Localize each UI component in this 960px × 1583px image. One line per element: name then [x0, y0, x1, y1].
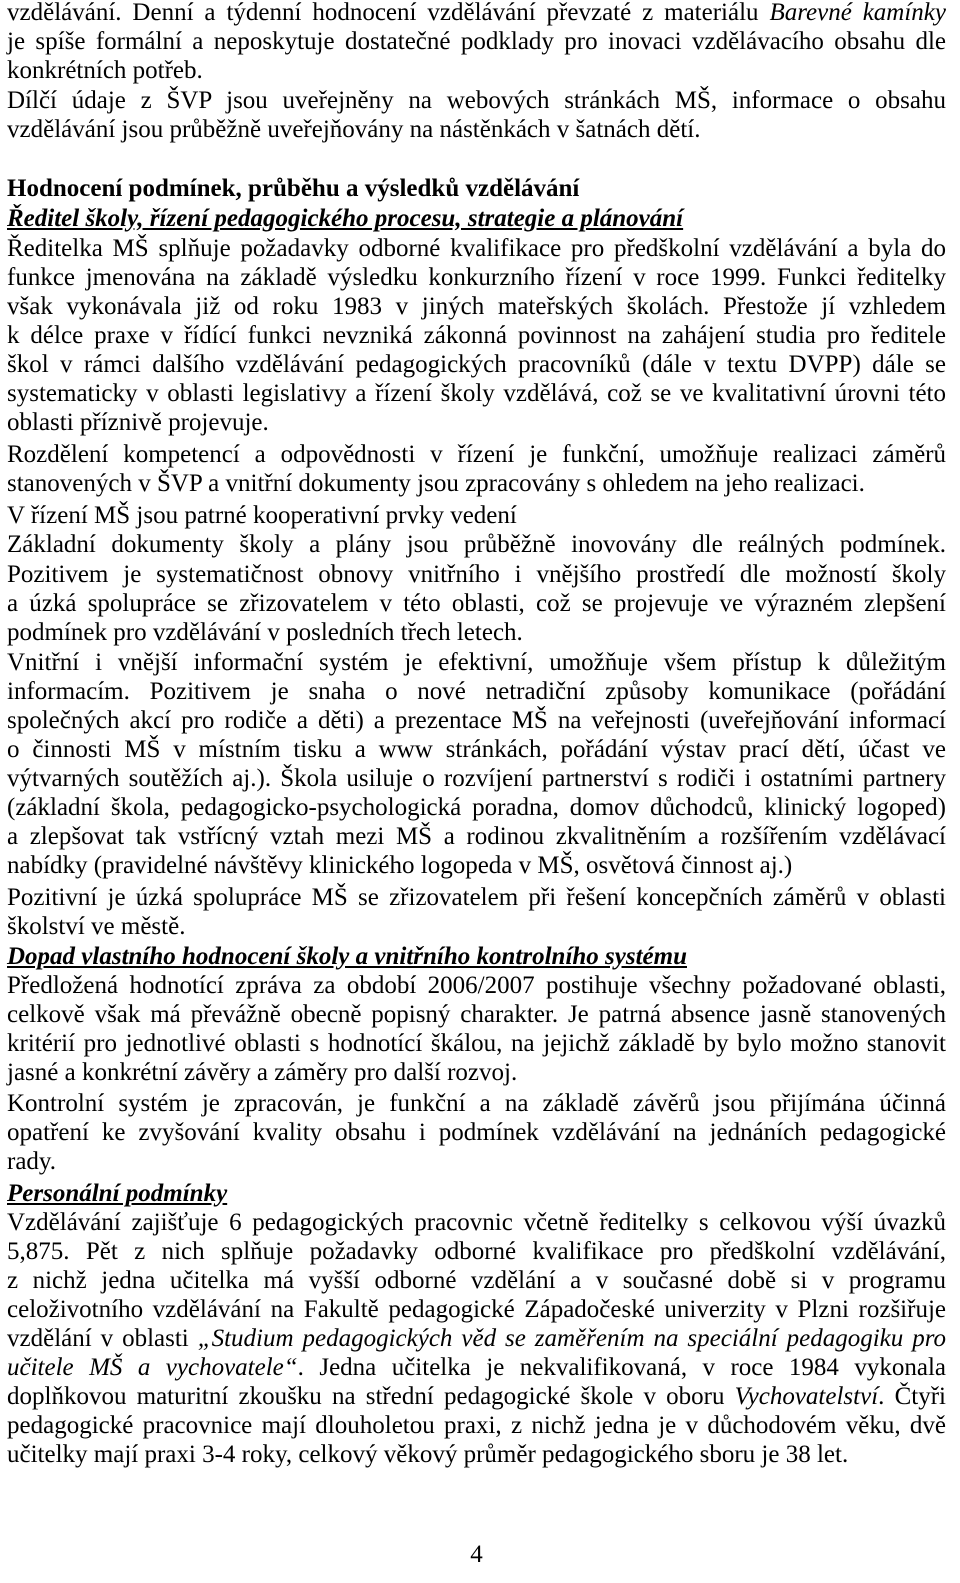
- text-line: Vnitřní i vnější informační systém je efektivní, umožňuje všem přístup k důležitým: [7, 648, 946, 676]
- paragraph-documents: [7, 530, 946, 559]
- text-run: doplňkovou maturitní zkoušku na střední pedagogické škole v oboru: [7, 1382, 735, 1410]
- text-line: společných akcí pro rodiče a děti) a prezentace MŠ na veřejnosti (uveřejňování informací: [7, 706, 946, 734]
- text-line: k délce praxe v řídící funkci nevzniká zákonná povinnost na zahájení studia pro ředitele: [7, 321, 946, 349]
- text-line: však vykonávala již od roku 1983 v jiných mateřských školách. Přestože jí vzhledem: [7, 292, 946, 320]
- text-line: jasné a konkrétní závěry a záměry pro další rozvoj.: [7, 1058, 518, 1086]
- blank-line: [7, 145, 946, 174]
- subsection-heading-staff: Personální podmínky: [7, 1179, 228, 1207]
- text-line: učitelky mají praxi 3-4 roky, celkový věkový průměr pedagogického sboru je 38 let.: [7, 1440, 849, 1468]
- text-line: Rozdělení kompetencí a odpovědnosti v řízení je funkční, umožňuje realizaci záměrů: [7, 440, 946, 468]
- text-line: školství ve městě.: [7, 912, 186, 940]
- paragraph-competences: [7, 440, 946, 498]
- page-number: 4: [470, 1541, 483, 1568]
- text-line: pedagogické pracovnice mají dlouholetou praxi, z nichž jedna je v důchodovém věku, dvě: [7, 1411, 946, 1439]
- italic-text-run: učitele MŠ a vychovatele“: [7, 1353, 298, 1381]
- italic-text-run: Barevné kamínky: [769, 0, 946, 26]
- text-line: rady.: [7, 1147, 57, 1175]
- text-line: Ředitelka MŠ splňuje požadavky odborné kvalifikace pro předškolní vzdělávání a byla do: [7, 234, 946, 262]
- document-body: [7, 0, 946, 1469]
- paragraph-cooperative: [7, 501, 946, 530]
- paragraph-selfeval: [7, 971, 946, 1087]
- text-run: vzdělání v oblasti: [7, 1324, 198, 1352]
- text-line: o činnosti MŠ v místním tisku a www stránkách, pořádání výstav prací dětí, účast ve: [7, 735, 946, 763]
- italic-text-run: „Studium pedagogických věd se zaměřením na speciální pedagogiku pro: [197, 1324, 947, 1352]
- paragraph-control: [7, 1089, 946, 1176]
- subsection-heading-selfeval: Dopad vlastního hodnocení školy a vnitřního kontrolního systému: [7, 942, 687, 970]
- text-line: Vzdělávání zajišťuje 6 pedagogických pracovnic včetně ředitelky s celkovou výší úvazků: [7, 1208, 946, 1236]
- text-line: škol v rámci dalšího vzdělávání pedagogických pracovníků (dále v textu DVPP) dále se: [7, 350, 946, 378]
- text-line: 5,875. Pět z nich splňuje požadavky odborné kvalifikace pro předškolní vzdělávání,: [7, 1237, 946, 1265]
- text-line: funkce jmenována na základě výsledku konkurzního řízení v roce 1999. Funkci ředitelky: [7, 263, 946, 291]
- text-line: z nichž jedna učitelka má vyšší odborné vzdělání a v současné době si v programu: [7, 1266, 946, 1294]
- text-line: Předložená hodnotící zpráva za období 2006/2007 postihuje všechny požadované oblasti,: [7, 971, 946, 999]
- text-line: vzdělávání jsou průběžně uveřejňovány na nástěnkách v šatnách dětí.: [7, 116, 701, 143]
- text-line: Kontrolní systém je zpracován, je funkční a na základě závěrů jsou přijímána účinná: [7, 1089, 946, 1117]
- paragraph-information: [7, 648, 946, 880]
- text-line: oblasti příznivě projevuje.: [7, 408, 269, 436]
- text-line: (základní škola, pedagogicko-psychologická poradna, domov důchodců, klinický logoped): [7, 793, 946, 821]
- text-run: vzdělávání. Denní a týdenní hodnocení vzdělávání převzaté z materiálu: [7, 0, 770, 26]
- text-line: a zlepšovat tak vstřícný vztah mezi MŠ a rodinou zkvalitněním a rozšířením vzdělávací: [7, 822, 946, 850]
- text-line: [7, 1382, 946, 1411]
- text-line: [7, 1353, 946, 1382]
- text-line: V řízení MŠ jsou patrné kooperativní prvky vedení: [7, 501, 517, 529]
- text-line: Pozitivem je systematičnost obnovy vnitřního i vnějšího prostředí dle možností školy: [7, 560, 946, 588]
- paragraph-environment: [7, 560, 946, 647]
- text-line: stanovených v ŠVP a vnitřní dokumenty jsou zpracovány s ohledem na jeho realizaci.: [7, 469, 865, 497]
- paragraph-intro: [7, 0, 946, 85]
- text-line: Dílčí údaje z ŠVP jsou uveřejněny na webových stránkách MŠ, informace o obsahu: [7, 87, 946, 114]
- text-line: výtvarných soutěžích aj.). Škola usiluje o rozvíjení partnerství s rodiči i ostatními partnery: [7, 764, 946, 792]
- text-line: a úzká spolupráce se zřizovatelem v této oblasti, což se projevuje ve výrazném zlepšení: [7, 589, 946, 617]
- paragraph-svp-info: [7, 86, 946, 144]
- text-line: celkově však má převážně obecně popisný charakter. Je patrná absence jasně stanovených: [7, 1000, 946, 1028]
- paragraph-staff: [7, 1208, 946, 1469]
- text-line: Pozitivní je úzká spolupráce MŠ se zřizovatelem při řešení koncepčních záměrů v oblasti: [7, 883, 946, 911]
- text-line: celoživotního vzdělávání na Fakultě pedagogické Západočeské univerzity v Plzni rozšiřuje: [7, 1295, 946, 1323]
- text-line: Základní dokumenty školy a plány jsou průběžně inovovány dle reálných podmínek.: [7, 530, 946, 558]
- text-line: podmínek pro vzdělávání v posledních třech letech.: [7, 618, 523, 646]
- italic-text-run: Vychovatelství: [734, 1382, 879, 1410]
- subsection-heading-director: Ředitel školy, řízení pedagogického procesu, strategie a plánování: [7, 204, 684, 232]
- paragraph-founder: [7, 883, 946, 941]
- text-run: . Čtyři: [878, 1382, 946, 1410]
- text-line: [7, 1324, 946, 1353]
- text-line: je spíše formální a neposkytuje dostatečné podklady pro inovaci vzdělávacího obsahu dle: [7, 28, 946, 55]
- text-line: opatření ke zvyšování kvality obsahu i podmínek vzdělávání na jednáních pedagogické: [7, 1118, 946, 1146]
- text-line: kritérií pro jednotlivé oblasti s hodnotící škálou, na jejichž základě by bylo možno stanovit: [7, 1029, 946, 1057]
- text-run: . Jedna učitelka je nekvalifikovaná, v roce 1984 vykonala: [297, 1353, 946, 1381]
- text-line: konkrétních potřeb.: [7, 57, 203, 84]
- text-line: nabídky (pravidelné návštěvy klinického logopeda v MŠ, osvětová činnost aj.): [7, 851, 793, 879]
- text-line: systematicky v oblasti legislativy a řízení školy vzdělává, což se ve kvalitativní úrovni této: [7, 379, 946, 407]
- section-heading: Hodnocení podmínek, průběhu a výsledků vzdělávání: [7, 174, 580, 202]
- paragraph-director: [7, 234, 946, 437]
- text-line: informacím. Pozitivem je snaha o nové netradiční způsoby komunikace (pořádání: [7, 677, 946, 705]
- text-line: [7, 0, 946, 27]
